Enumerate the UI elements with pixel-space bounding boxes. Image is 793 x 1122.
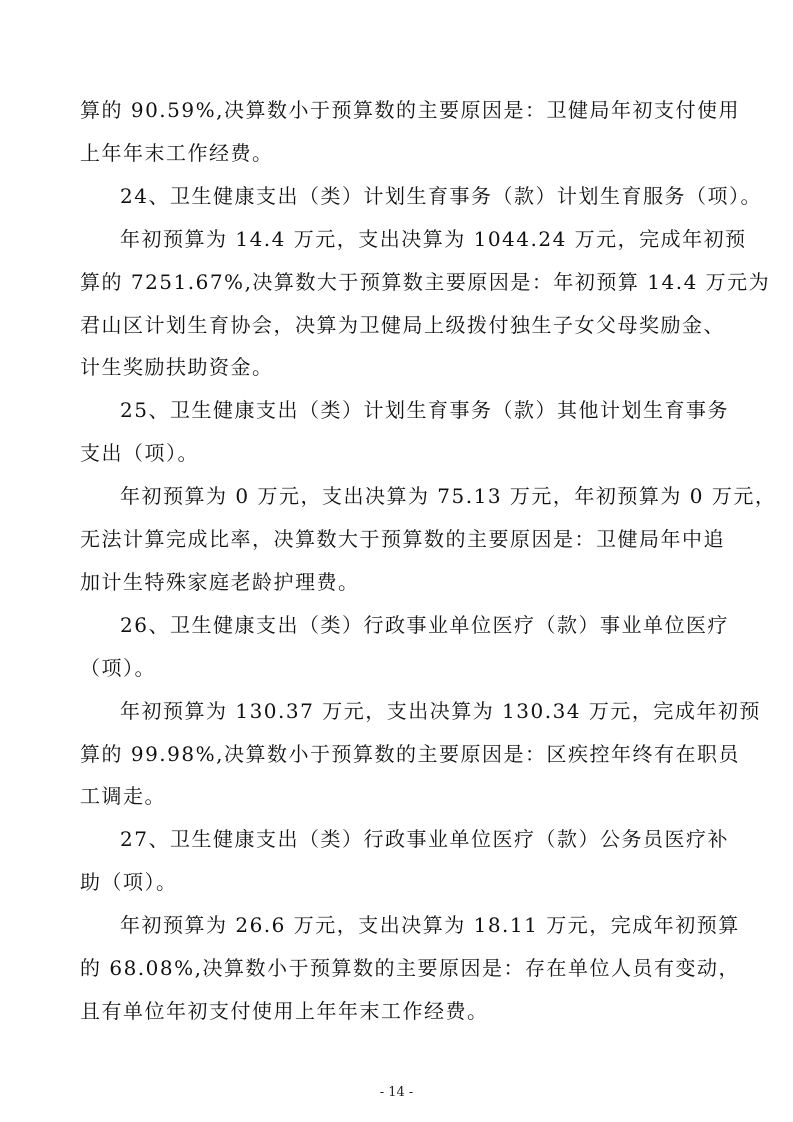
text-line: 的 68.08%,决算数小于预算数的主要原因是：存在单位人员有变动， (80, 956, 740, 980)
text-line: （项）。 (80, 655, 156, 680)
text-line: 且有单位年初支付使用上年年末工作经费。 (80, 998, 489, 1023)
heading-item-25: 25、卫生健康支出（类）计划生育事务（款）其他计划生育事务 (120, 398, 729, 423)
text-line: 年初预算为 26.6 万元，支出决算为 18.11 万元，完成年初预算 (120, 913, 740, 938)
text-line: 算的 7251.67%,决算数大于预算数主要原因是：年初预算 14.4 万元为 (80, 269, 771, 294)
heading-item-27: 27、卫生健康支出（类）行政事业单位医疗（款）公务员医疗补 (120, 827, 729, 852)
page-number: - 14 - (379, 1085, 414, 1100)
text-line: 年初预算为 0 万元，支出决算为 75.13 万元，年初预算为 0 万元， (120, 484, 777, 509)
text-line: 加计生特殊家庭老龄护理费。 (80, 569, 360, 594)
text-line: 年初预算为 14.4 万元，支出决算为 1044.24 万元，完成年初预 (120, 226, 747, 251)
text-line: 工调走。 (80, 784, 166, 809)
text-line: 算的 99.98%,决算数小于预算数的主要原因是：区疾控年终有在职员 (80, 741, 740, 766)
text-line: 年初预算为 130.37 万元，支出决算为 130.34 万元，完成年初预 (120, 698, 761, 723)
text-line: 助（项）。 (80, 870, 178, 895)
heading-item-24: 24、卫生健康支出（类）计划生育事务（款）计划生育服务（项）。 (120, 183, 762, 208)
text-line: 君山区计划生育协会，决算为卫健局上级拨付独生子女父母奖励金、 (80, 312, 725, 337)
text-line: 算的 90.59%,决算数小于预算数的主要原因是：卫健局年初支付使用 (80, 98, 740, 122)
heading-item-26: 26、卫生健康支出（类）行政事业单位医疗（款）事业单位医疗 (120, 612, 729, 637)
text-line: 支出（项）。 (80, 441, 199, 466)
text-line: 上年年末工作经费。 (80, 140, 274, 165)
text-line: 计生奖励扶助资金。 (80, 355, 274, 380)
text-line: 无法计算完成比率，决算数大于预算数的主要原因是：卫健局年中追 (80, 527, 725, 551)
